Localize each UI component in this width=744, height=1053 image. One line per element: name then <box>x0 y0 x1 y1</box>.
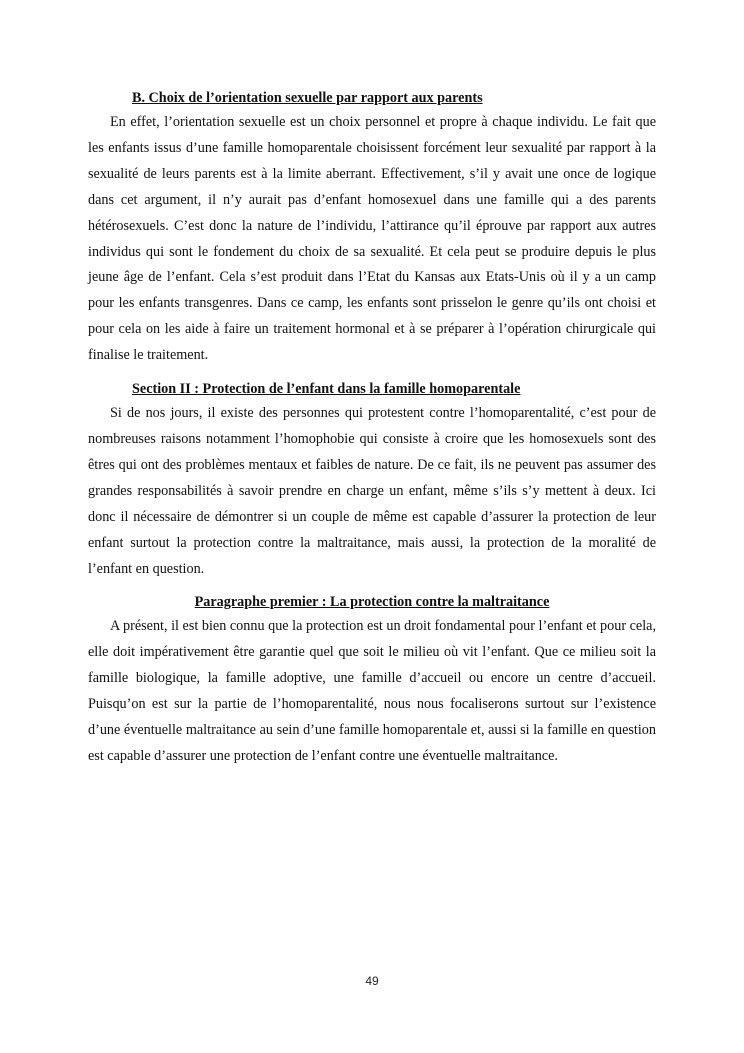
paragraph-premier-text: A présent, il est bien connu que la protection est un droit fondamental pour l’enfant et pour cela, elle doit impérativement être garantie quel que soit le milieu où vit l’enfant. Que ce milieu soit la famille biologique, la famille adoptive, une famille d’accueil ou encore un centre d’accueil. Puisqu’on est sur la partie de l’homoparentalité, nous nous focaliserons surtout sur l’existence d’une éventuelle maltraitance au sein d’une famille homoparentale et, aussi si la famille en question est capable d’assurer une protection de l’enfant contre une éventuelle maltraitance. <box>88 618 656 764</box>
paragraph-premier-heading: Paragraphe premier : La protection contre la maltraitance <box>194 594 550 611</box>
section-ii-paragraph: Si de nos jours, il existe des personnes qui protestent contre l’homoparentalité, c’est pour de nombreuses raisons notamment l’homophobie qui consiste à croire que les homosexuels sont des êtres qui ont des problèmes mentaux et faibles de nature. De ce fait, ils ne peuvent pas assumer des grandes responsabilités à savoir prendre en charge un enfant, même s’ils s’y mettent à deux. Ici donc il nécessaire de démontrer si un couple de même est capable d’assurer la protection de leur enfant surtout la protection contre la maltraitance, mais aussi, la protection de la moralité de l’enfant en question. <box>88 405 656 577</box>
subsection-b-paragraph: En effet, l’orientation sexuelle est un choix personnel et propre à chaque individu. Le fait que les enfants issus d’une famille homoparentale choisissent forcément leur sexualité par rapport à la sexualité de leurs parents est à la limite aberrant. Effectivement, s’il y avait une once de logique dans cet argument, il n’y aurait pas d’enfant homosexuel dans une famille qui a des parents hétérosexuels. C’est donc la nature de l’individu, l’attirance qu’il éprouve par rapport aux autres individus qui sont le fondement du choix de sa sexualité. Et cela peut se produire depuis le plus jeune âge de l’enfant. Cela s’est produit dans l’Etat du Kansas aux Etats-Unis où il y a un camp pour les enfants transgenres. Dans ce camp, les enfants sont prisselon le genre qu’ils ont choisi et pour cela on les aide à faire un traitement hormonal et à se préparer à l’opération chirurgicale qui finalise le traitement. <box>88 114 656 364</box>
page-number: 49 <box>365 974 379 988</box>
subsection-b-heading: B. Choix de l’orientation sexuelle par rapport aux parents <box>132 90 483 106</box>
document-page <box>88 86 656 770</box>
section-ii-heading: Section II : Protection de l’enfant dans la famille homoparentale <box>132 381 521 398</box>
